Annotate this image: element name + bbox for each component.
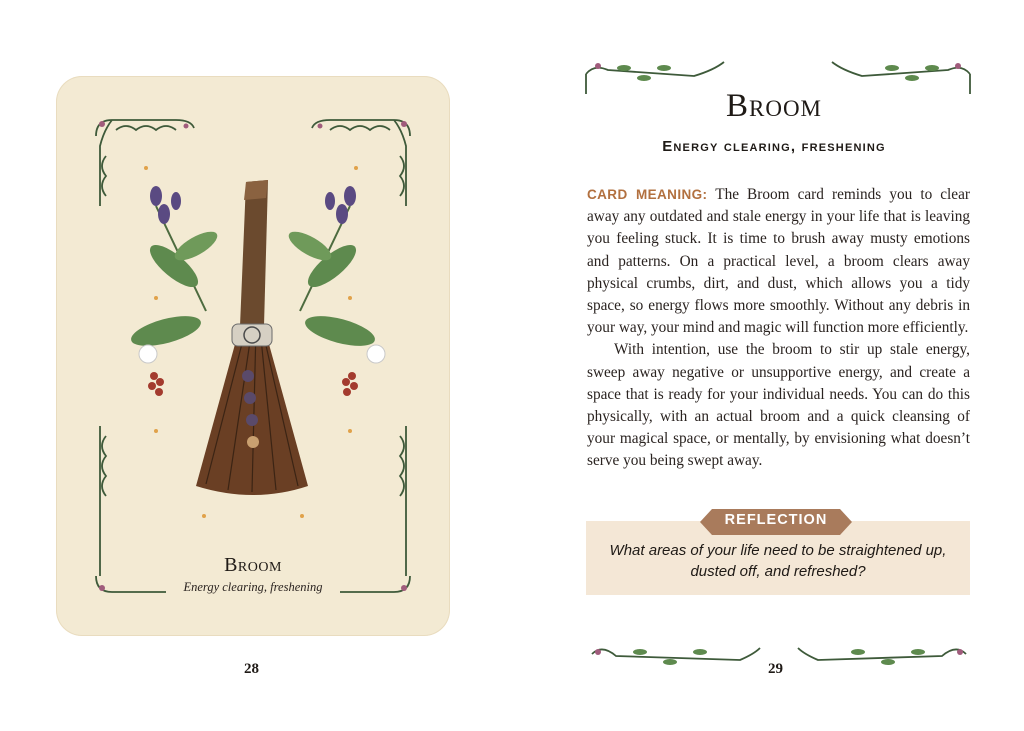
tarot-card xyxy=(56,76,450,636)
broom-icon xyxy=(196,180,308,495)
paragraph-1 xyxy=(587,184,970,339)
herb-bundle-right-icon xyxy=(302,310,385,396)
lavender-sprig-right-icon xyxy=(285,186,362,311)
paragraph-1-text: The Broom card reminds you to clear away any outdated and stale energy in your life that is leaving you feeling stuck. It is time to brush away musty emotions and patterns. On a practical level, a broom clears away physical crumbs, dirt, and dust, which allows you a tidy space, so energy flows more smoothly. Without any debris in your way, your mind and magic will function more efficiently. xyxy=(587,186,970,337)
reflection-question: What areas of your life need to be straightened up, dusted off, and refreshed? xyxy=(609,542,947,580)
paragraph-2: With intention, use the broom to stir up stale energy, sweep away negative or unsupportive energy, and create a space that is ready for your individual needs. You can do this physically, with an actual broom and a quick cleansing of your magical space, or mentally, by envisioning what doesn’t serve you being swept away. xyxy=(587,341,970,470)
card-title: Broom xyxy=(224,554,282,576)
page-number-right: 29 xyxy=(768,661,783,677)
card-subtitle: Energy clearing, freshening xyxy=(183,580,323,594)
card-artwork xyxy=(56,76,450,636)
herb-bundle-left-icon xyxy=(128,310,204,396)
lavender-sprig-left-icon xyxy=(144,186,221,311)
reflection-label: REFLECTION xyxy=(724,512,828,528)
page-subtitle: Energy clearing, freshening xyxy=(662,138,886,155)
card-meaning-text xyxy=(587,184,970,473)
card-meaning-label: CARD MEANING: xyxy=(587,187,708,202)
page-title: Broom xyxy=(725,88,823,124)
page-number-left: 28 xyxy=(244,661,259,677)
